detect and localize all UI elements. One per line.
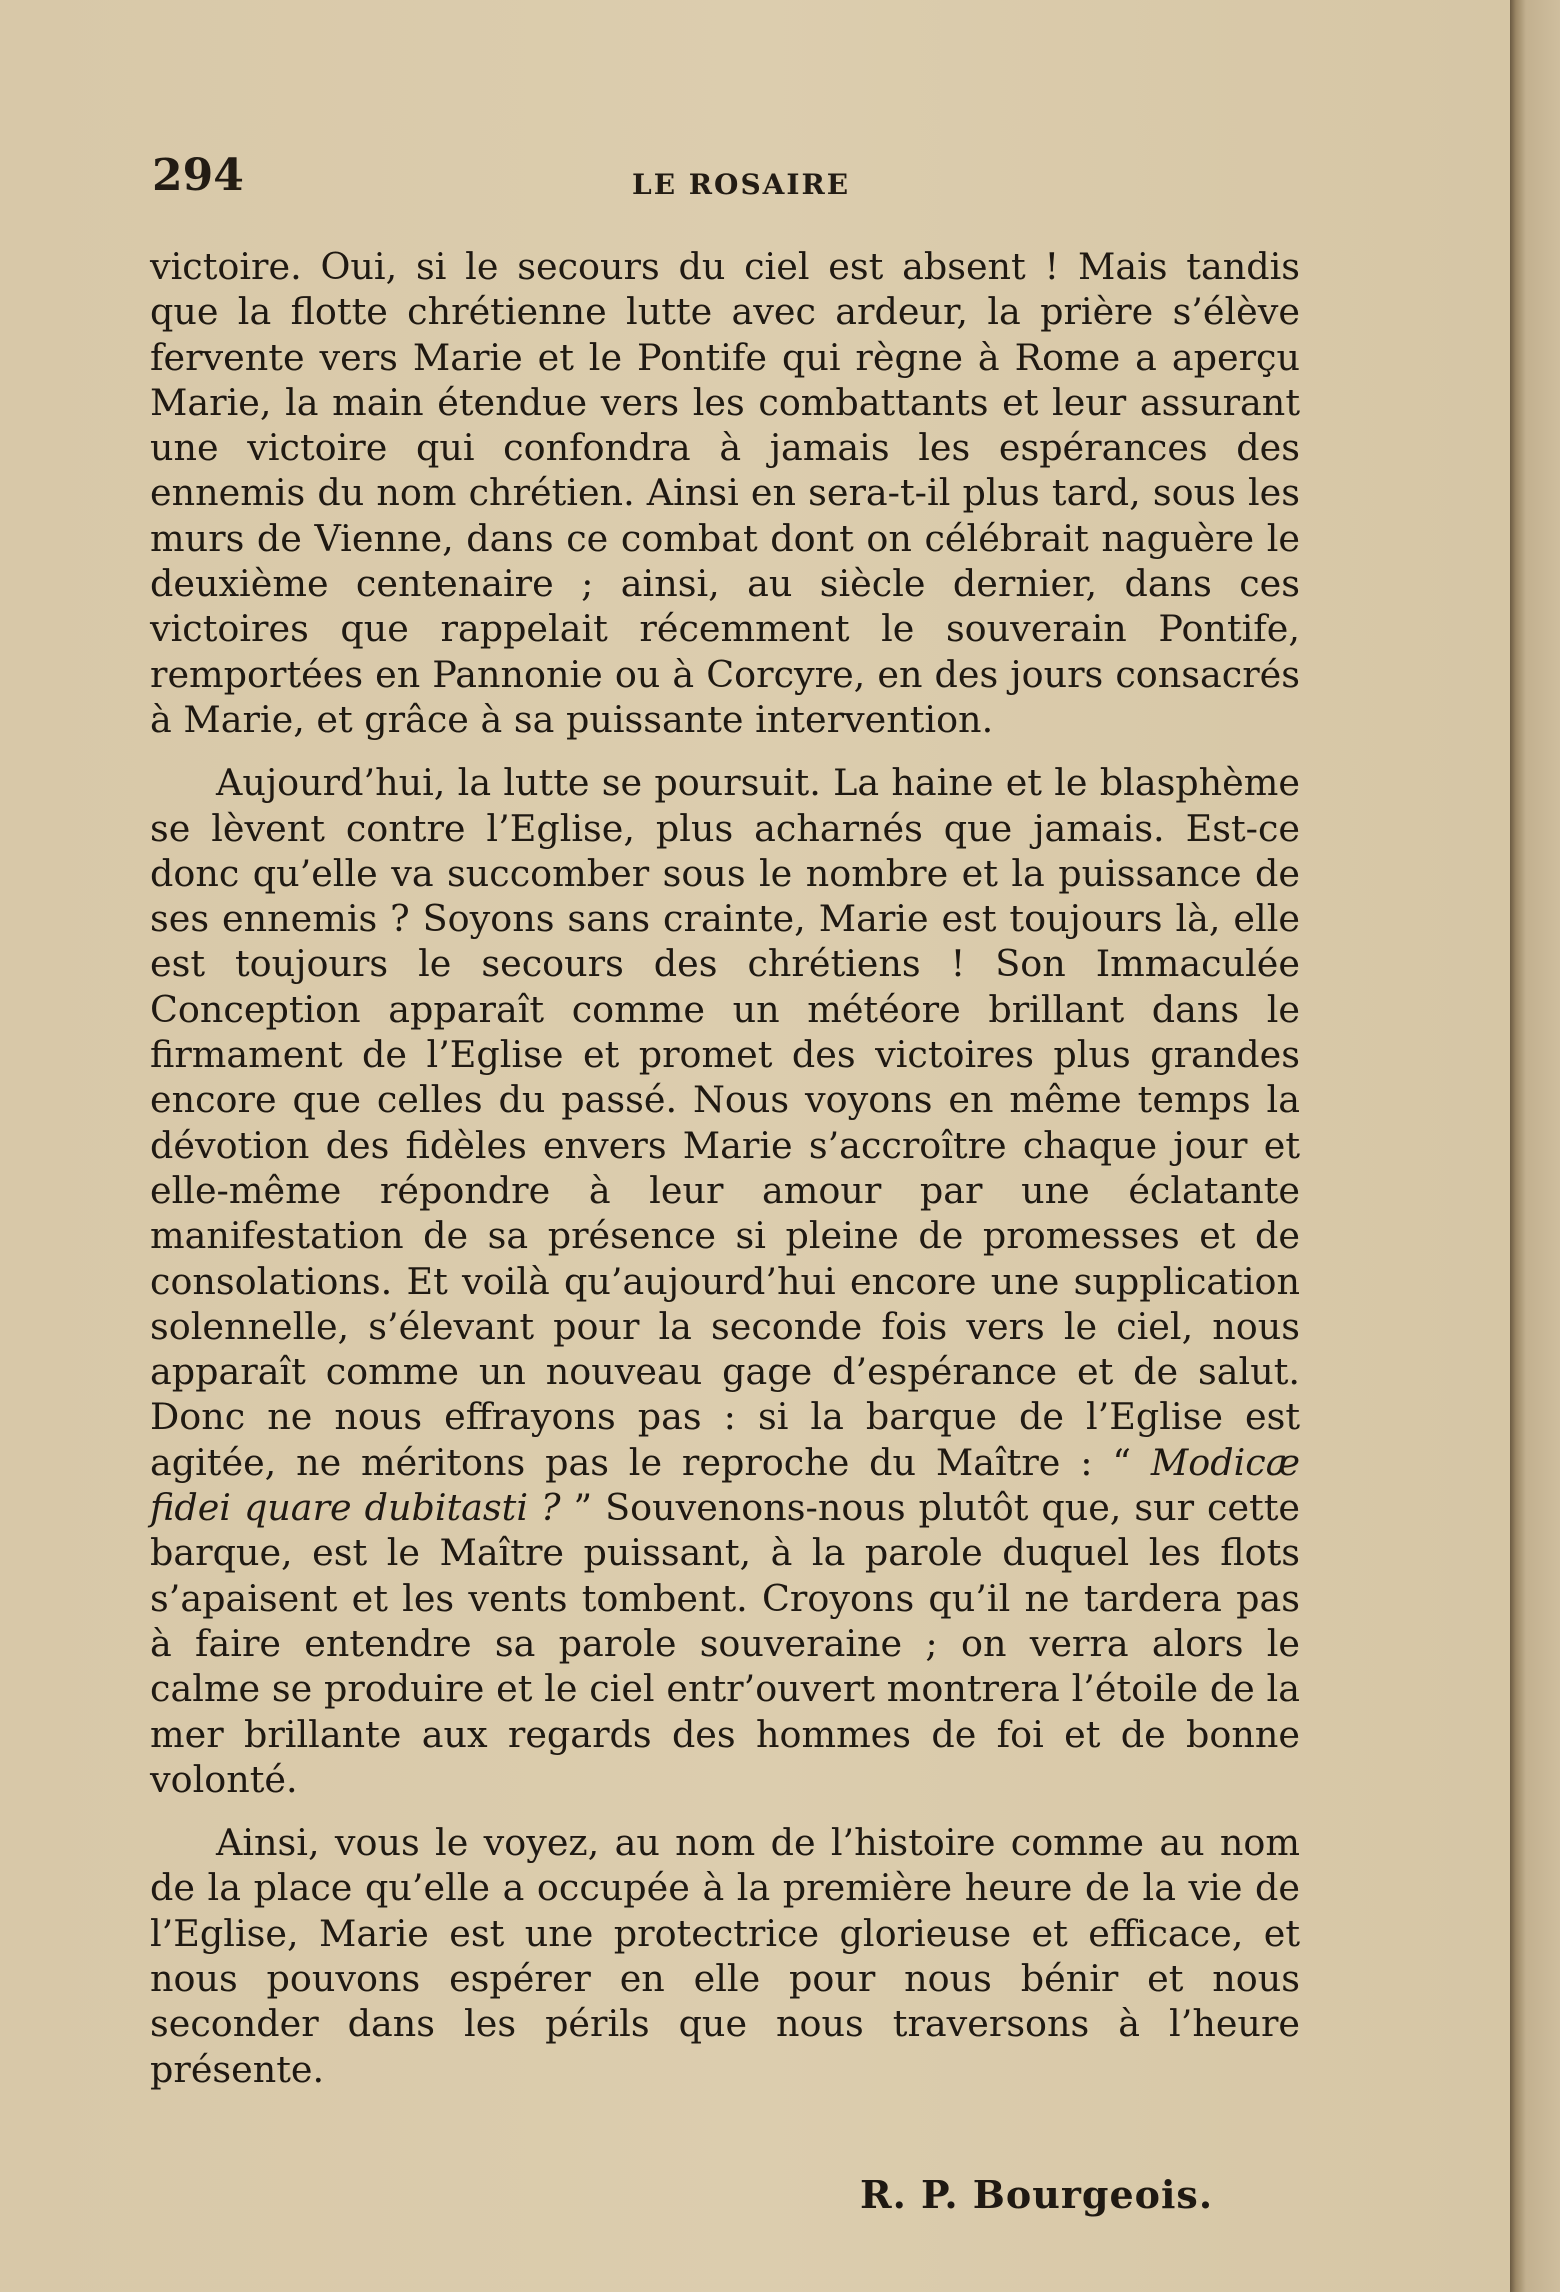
page-edge <box>1510 0 1560 2292</box>
running-head <box>152 150 1312 210</box>
paragraph-2 <box>150 760 1300 1802</box>
paragraph-3: Ainsi, vous le voyez, au nom de l’histoire comme au nom de la place qu’elle a occupée à la première heure de la vie de l’Eglise, Marie est une protectrice glorieuse et efficace, et nous pouvons espérer en elle pour nous bénir et nous seconder dans les périls que nous traversons à l’heure présente. <box>150 1821 1300 2091</box>
author-signature: R. P. Bourgeois. <box>860 2172 1214 2217</box>
paragraph-1: victoire. Oui, si le secours du ciel est absent ! Mais tandis que la flotte chrétienne lutte avec ardeur, la prière s’élève fervente vers Marie et le Pontife qui règne à Rome a aperçu Marie, la main étendue vers les combattants et leur assurant une victoire qui confondra à jamais les espérances des ennemis du nom chrétien. Ainsi en sera-t-il plus tard, sous les murs de Vienne, dans ce combat dont on célébrait naguère le deuxième centenaire ; ainsi, au siècle dernier, dans ces victoires que rappelait récemment le souverain Pontife, remportées en Pannonie ou à Corcyre, en des jours consacrés à Marie, et grâce à sa puissante intervention. <box>150 245 1300 741</box>
paragraph-2-text-after: ” Souvenons-nous plutôt que, sur cette barque, est le Maître puissant, à la parole duquel les flots s’apaisent et les vents tombent. Croyons qu’il ne tardera pas à faire entendre sa parole souveraine ; on verra alors le calme se produire et le ciel entr’ouvert montrera l’étoile de la mer brillante aux regards des hommes de foi et de bonne volonté. <box>150 1486 1300 1801</box>
body-text <box>150 244 1300 2110</box>
latin-quote: Modicæ fidei quare dubitasti ? <box>150 1440 1300 1530</box>
running-title: LE ROSAIRE <box>632 168 851 201</box>
paragraph-2-text-before: Aujourd’hui, la lutte se poursuit. La haine et le blasphème se lèvent contre l’Eglise, plus acharnés que jamais. Est-ce donc qu’elle va succomber sous le nombre et la puissance de ses ennemis ? Soyons sans crainte, Marie est toujours là, elle est toujours le secours des chrétiens ! Son Immaculée Conception apparaît comme un météore brillant dans le firmament de l’Eglise et promet des victoires plus grandes encore que celles du passé. Nous voyons en même temps la dévotion des fidèles envers Marie s’accroître chaque jour et elle-même répondre à leur amour par une éclatante manifestation de sa présence si pleine de promesses et de consolations. Et voilà qu’aujourd’hui encore une supplication solennelle, s’élevant pour la seconde fois vers le ciel, nous apparaît comme un nouveau gage d’espérance et de salut. Donc ne nous effrayons pas : si la barque de l’Eglise est agitée, ne méritons pas le reproche du Maître : “ <box>150 761 1300 1484</box>
page-number: 294 <box>152 150 244 201</box>
